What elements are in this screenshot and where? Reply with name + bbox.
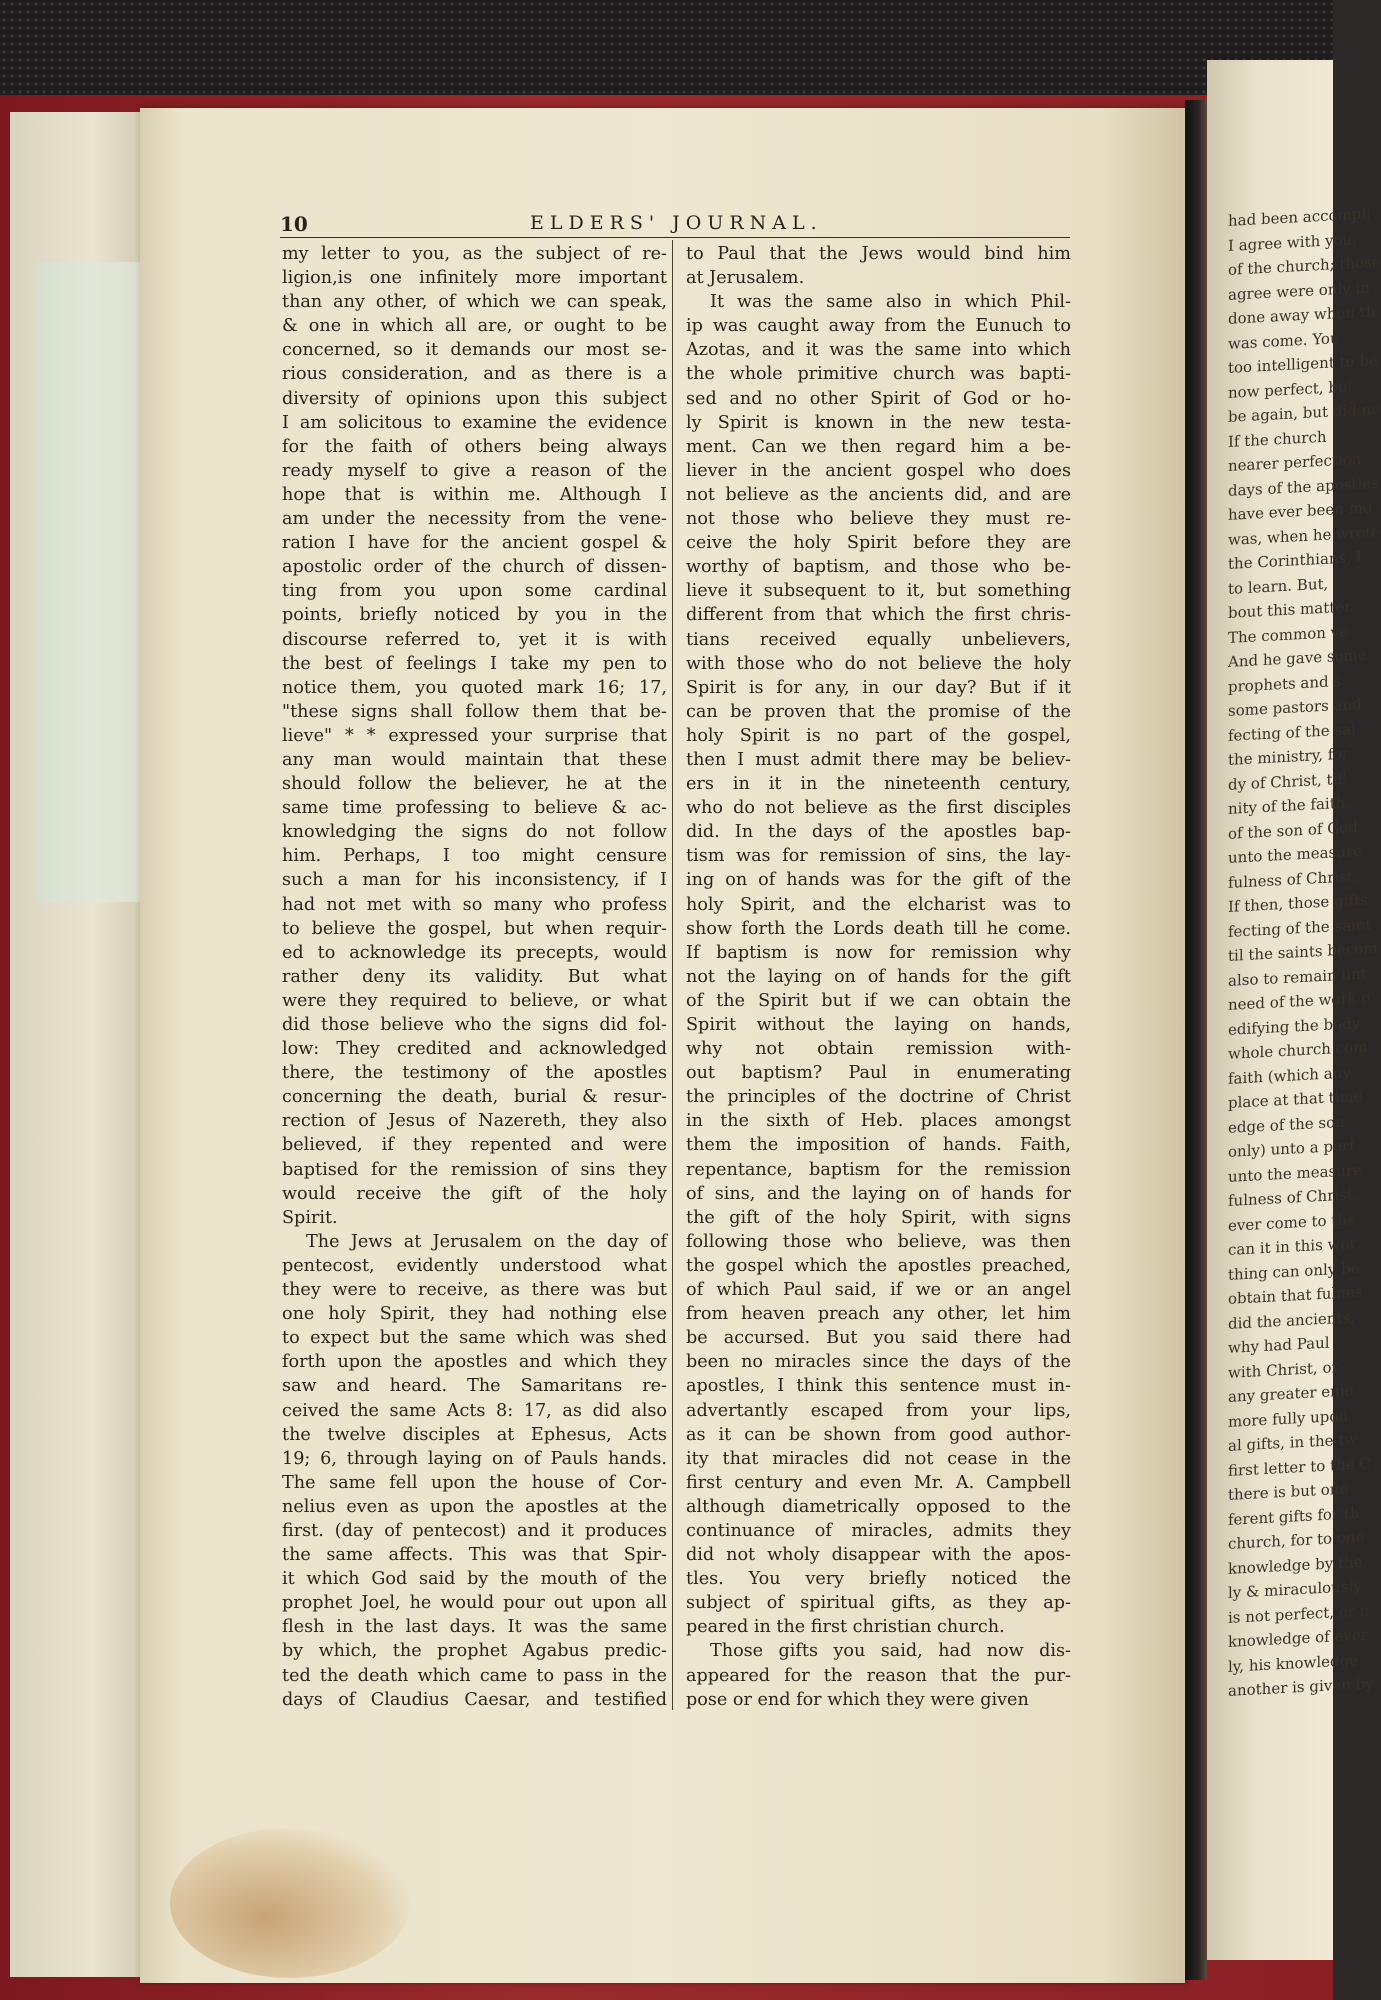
text-line: discourse referred to, yet it is with [282, 629, 667, 650]
facing-line: knowledge of ever [1228, 1625, 1368, 1651]
text-line: Spirit is for any, in our day? But if it [686, 677, 1071, 698]
text-line: apostles, I think this sentence must in- [686, 1376, 1071, 1397]
text-line: holy Spirit is no part of the gospel, [686, 725, 1071, 746]
text-line: am under the necessity from the vene- [282, 509, 667, 530]
facing-line: fulness of Christ. [1228, 866, 1358, 892]
facing-line: faith (which any [1228, 1062, 1351, 1088]
text-line: pose or end for which they were given [686, 1689, 1029, 1710]
text-line: although diametrically opposed to the [686, 1496, 1071, 1517]
text-line: out baptism? Paul in enumerating [686, 1063, 1071, 1084]
text-line: first. (day of pentecost) and it produces [282, 1520, 667, 1541]
text-line: knowledging the signs do not follow [282, 822, 667, 843]
facing-line: knowledge by the [1228, 1552, 1363, 1578]
facing-line: ly & miraculously [1228, 1576, 1362, 1602]
text-line: ment. Can we then regard him a be- [686, 436, 1071, 457]
column-divider [672, 240, 673, 1710]
text-line: subject of spiritual gifts, as they ap- [686, 1593, 1071, 1614]
text-line: flesh in the last days. It was the same [282, 1617, 667, 1638]
facing-line: If the church [1228, 427, 1327, 451]
text-line: can be proven that the promise of the [686, 701, 1071, 722]
text-line: than any other, of which we can speak, [282, 292, 667, 313]
right-column [686, 242, 1071, 1712]
facing-line: The common ve [1228, 622, 1348, 647]
text-line: Those gifts you said, had now dis- [710, 1641, 1071, 1662]
text-line: ip was caught away from the Eunuch to [686, 316, 1071, 337]
text-line: as it can be shown from good author- [686, 1424, 1071, 1445]
text-line: low: They credited and acknowledged [282, 1039, 667, 1060]
text-line: first century and even Mr. A. Campbell [686, 1472, 1071, 1493]
text-line: continuance of miracles, admits they [686, 1520, 1071, 1541]
facing-line: fulness of Christ. [1228, 1185, 1358, 1210]
text-line: did. In the days of the apostles bap- [686, 822, 1071, 843]
text-line: who do not believe as the first disciples [686, 798, 1071, 819]
facing-line: bout this matter. [1228, 597, 1355, 622]
facing-line: nity of the faith, [1228, 793, 1351, 818]
facing-line: ferent gifts for th [1228, 1503, 1360, 1529]
text-line: them the imposition of hands. Faith, [686, 1135, 1071, 1156]
text-line: It was the same also in which Phil- [710, 292, 1071, 313]
facing-line: there is but one [1228, 1479, 1349, 1504]
facing-line: ever come to the [1228, 1209, 1356, 1235]
text-line: sed and no other Spirit of God or ho- [686, 388, 1071, 409]
text-line: Spirit without the laying on hands, [686, 1015, 1071, 1035]
text-line: repentance, baptism for the remission [686, 1159, 1071, 1180]
text-line: my letter to you, as the subject of re- [282, 244, 667, 264]
text-line: in the sixth of Heb. places amongst [686, 1111, 1071, 1132]
text-line: been no miracles since the days of the [686, 1352, 1071, 1373]
facing-line: first letter to the C [1228, 1453, 1371, 1480]
facing-line: with Christ, or [1228, 1357, 1339, 1382]
text-line: ity that miracles did not cease in the [686, 1448, 1071, 1469]
text-line: not those who believe they must re- [686, 509, 1071, 530]
text-line: ready myself to give a reason of the [282, 460, 667, 481]
text-line: the best of feelings I take my pen to [282, 653, 667, 674]
text-line: prophet Joel, he would pour out upon all [282, 1593, 667, 1614]
facing-line: And he gave some [1228, 645, 1367, 671]
left-column [282, 242, 667, 1712]
text-line: diversity of opinions upon this subject [282, 388, 667, 409]
facing-line: need of the work o [1228, 988, 1371, 1014]
facing-line: have ever been mo [1228, 498, 1372, 524]
text-line: apostolic order of the church of dissen- [282, 557, 667, 578]
facing-line: days of the apostles [1228, 473, 1379, 500]
text-line: tles. You very briefly noticed the [686, 1569, 1071, 1590]
left-board-edge [10, 112, 150, 1977]
text-line: worthy of baptism, and those who be- [686, 557, 1071, 578]
text-line: following those who believe, was then [686, 1231, 1071, 1252]
text-line: saw and heard. The Samaritans re- [282, 1376, 667, 1397]
text-line: I am solicitous to examine the evidence [282, 412, 667, 433]
facing-line: nearer perfection [1228, 449, 1362, 475]
text-line: nelius even as upon the apostles at the [282, 1496, 667, 1517]
facing-line: had been accompli [1228, 204, 1371, 230]
text-line: to believe the gospel, but when requir- [282, 918, 667, 939]
text-line: why not obtain remission with- [686, 1039, 1071, 1060]
text-line: the principles of the doctrine of Christ [686, 1087, 1071, 1108]
text-line: believed, if they repented and were [282, 1135, 667, 1156]
text-line: tism was for remission of sins, the lay- [686, 846, 1071, 867]
facing-line: now perfect, but [1228, 376, 1354, 402]
facing-line: fecting of the sai [1228, 719, 1356, 745]
text-line: same time professing to believe & ac- [282, 798, 667, 819]
text-line: at Jerusalem. [686, 268, 805, 289]
facing-line: only) unto a perf [1228, 1136, 1355, 1161]
text-line: ly Spirit is known in the new testa- [686, 412, 1071, 433]
text-line: such a man for his inconsistency, if I [282, 870, 667, 891]
text-line: it which God said by the mouth of the [282, 1569, 667, 1590]
text-line: forth upon the apostles and which they [282, 1352, 667, 1373]
text-line: & one in which all are, or ought to be [282, 316, 667, 337]
facing-line: dy of Christ, till [1228, 769, 1347, 794]
text-line: If baptism is now for remission why [686, 942, 1071, 963]
facing-line: til the saints becom [1228, 939, 1378, 965]
text-line: pentecost, evidently understood what [282, 1255, 667, 1276]
facing-line: prophets and s [1228, 671, 1342, 696]
text-line: had not met with so many who profess [282, 894, 667, 915]
facing-line: more fully upon [1228, 1406, 1349, 1431]
facing-line: is not perfect, or n [1228, 1600, 1370, 1627]
text-line: to Paul that the Jews would bind him [686, 244, 1071, 264]
facing-line: church, for to one [1228, 1527, 1365, 1553]
facing-line: fecting of the saint [1228, 914, 1372, 941]
text-line: be accursed. But you said there had [686, 1328, 1071, 1349]
facing-line: was, when he wrote [1228, 522, 1381, 549]
text-line: would receive the gift of the holy [282, 1183, 667, 1204]
text-line: ted the death which came to pass in the [282, 1665, 667, 1686]
facing-line: why had Paul [1228, 1333, 1330, 1357]
text-line: "these signs shall follow them that be- [282, 701, 667, 722]
text-line: there, the testimony of the apostles [282, 1063, 667, 1084]
text-line: the same affects. This was that Spir- [282, 1545, 667, 1566]
facing-line: edifying the body [1228, 1013, 1361, 1039]
facing-line: obtain that fulnes [1228, 1282, 1363, 1308]
text-line: were they required to believe, or what [282, 990, 667, 1011]
facing-line: thing can only be [1228, 1258, 1360, 1284]
background-felt [0, 0, 1333, 110]
facing-line: did the ancients, [1228, 1307, 1355, 1333]
text-line: The Jews at Jerusalem on the day of [306, 1231, 667, 1252]
facing-line: unto the measure [1228, 841, 1362, 867]
facing-line: any greater enjo [1228, 1381, 1354, 1406]
text-line: peared in the first christian church. [686, 1617, 1005, 1638]
facing-line: of the son of God [1228, 817, 1358, 843]
text-line: tians received equally unbelievers, [686, 629, 1071, 650]
text-line: ceive the holy Spirit before they are [686, 533, 1071, 554]
text-line: should follow the believer, he at the [282, 774, 667, 795]
text-line: did those believe who the signs did fol- [282, 1015, 667, 1035]
text-line: ing on of hands was for the gift of the [686, 870, 1071, 891]
text-line: The same fell upon the house of Cor- [282, 1472, 667, 1493]
text-line: for the faith of others being always [282, 436, 667, 457]
text-line: holy Spirit, and the elcharist was to [686, 894, 1071, 915]
text-line: ligion,is one infinitely more important [282, 268, 667, 289]
facing-line: to learn. But, [1228, 574, 1329, 598]
text-line: rious consideration, and as there is a [282, 364, 667, 385]
text-line: ration I have for the ancient gospel & [282, 533, 667, 554]
facing-line: of the church; those [1228, 252, 1381, 279]
facing-page-text [1228, 203, 1381, 1703]
text-line: advertantly escaped from your lips, [686, 1400, 1071, 1421]
text-line: then I must admit there may be believ- [686, 749, 1071, 770]
text-line: ed to acknowledge its precepts, would [282, 942, 667, 963]
text-line: him. Perhaps, I too might censure [282, 846, 667, 867]
text-line: liever in the ancient gospel who does [686, 460, 1071, 481]
water-stain [170, 1828, 410, 1978]
text-line: the gospel which the apostles preached, [686, 1255, 1071, 1276]
facing-line: done away when th [1228, 302, 1376, 328]
text-line: from heaven preach any other, let him [686, 1304, 1071, 1325]
endpaper-strip [36, 262, 156, 902]
facing-line: too intelligent to be [1228, 351, 1378, 377]
facing-line: I agree with you, [1228, 229, 1357, 255]
text-line: they were to receive, as there was but [282, 1280, 667, 1301]
text-line: of which Paul said, if we or an angel [686, 1280, 1071, 1301]
text-line: appeared for the reason that the pur- [686, 1665, 1071, 1686]
facing-line: ly, his knowledge [1228, 1650, 1359, 1676]
text-line: ers in it in the nineteenth century, [686, 774, 1071, 795]
text-line: concerned, so it demands our most se- [282, 340, 667, 361]
text-line: of sins, and the laying on of hands for [686, 1183, 1071, 1204]
text-line: one holy Spirit, they had nothing else [282, 1304, 667, 1325]
text-line: rather deny its validity. But what [282, 966, 667, 987]
facing-line: can it in this wor [1228, 1234, 1357, 1259]
text-line: ceived the same Acts 8: 17, as did also [282, 1400, 667, 1421]
header-rule [280, 237, 1070, 238]
text-line: the gift of the holy Spirit, with signs [686, 1207, 1071, 1228]
facing-line: also to remain unt [1228, 964, 1367, 990]
text-line: the twelve disciples at Ephesus, Acts [282, 1424, 667, 1445]
text-line: lieve it subsequent to it, but something [686, 581, 1071, 602]
facing-line: unto the measure [1228, 1160, 1362, 1186]
text-line: 19; 6, through laying on of Pauls hands. [282, 1448, 667, 1469]
text-line: days of Claudius Caesar, and testified [282, 1689, 667, 1710]
facing-line: the ministry, for [1228, 744, 1350, 769]
text-line: notice them, you quoted mark 16; 17, [282, 677, 667, 698]
text-line: not believe as the ancients did, and are [686, 484, 1071, 505]
text-line: to expect but the same which was shed [282, 1328, 667, 1349]
text-line: Azotas, and it was the same into which [686, 340, 1071, 361]
page-number: 10 [280, 212, 308, 236]
text-line: not the laying on of hands for the gift [686, 966, 1071, 987]
text-line: show forth the Lords death till he come. [686, 918, 1071, 939]
text-line: any man would maintain that these [282, 749, 667, 770]
text-line: Spirit. [282, 1207, 338, 1228]
text-line: concerning the death, burial & resur- [282, 1087, 667, 1108]
text-line: did not wholy disappear with the apos- [686, 1545, 1071, 1566]
book-gutter [1185, 100, 1207, 1980]
text-line: the whole primitive church was bapti- [686, 364, 1071, 385]
facing-line: al gifts, in the tw [1228, 1430, 1358, 1455]
text-line: different from that which the first chris- [686, 605, 1071, 626]
text-line: with those who do not believe the holy [686, 653, 1071, 674]
facing-line: be again, but did no [1228, 399, 1381, 426]
text-line: lieve" * * expressed your surprise that [282, 725, 667, 746]
facing-line: edge of the son [1228, 1112, 1345, 1137]
page-header [280, 212, 1070, 238]
text-line: ting from you upon some cardinal [282, 581, 667, 602]
text-line: of the Spirit but if we can obtain the [686, 990, 1071, 1011]
text-line: by which, the prophet Agabus predic- [282, 1641, 667, 1662]
facing-line: If then, those gifts [1228, 890, 1368, 916]
facing-line: agree were only in [1228, 277, 1370, 304]
facing-line: the Corinthians, I [1228, 547, 1362, 573]
facing-line: was come. You [1228, 328, 1340, 353]
facing-line: some pastors and [1228, 694, 1362, 720]
facing-line: another is given by [1228, 1674, 1374, 1700]
facing-line: place at that time [1228, 1086, 1363, 1112]
text-line: rection of Jesus of Nazereth, they also [282, 1111, 667, 1132]
text-line: hope that is within me. Although I [282, 484, 667, 505]
text-line: points, briefly noticed by you in the [282, 605, 667, 626]
text-line: baptised for the remission of sins they [282, 1159, 667, 1180]
running-head: ELDERS' JOURNAL. [530, 212, 823, 234]
facing-line: whole church com [1228, 1037, 1368, 1063]
